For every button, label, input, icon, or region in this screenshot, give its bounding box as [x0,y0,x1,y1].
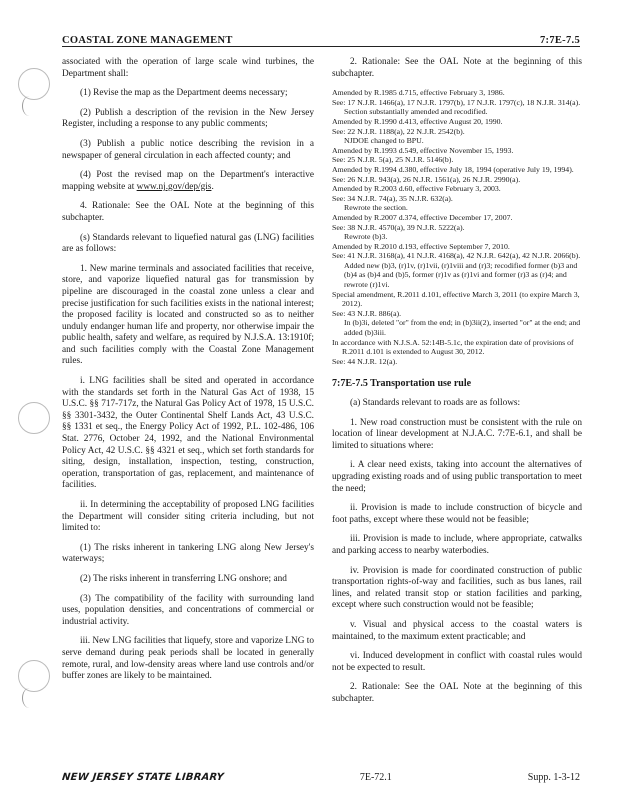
paragraph: associated with the operation of large scale wind turbines, the Department shall: [62,57,314,79]
margin-mark [22,96,37,116]
library-stamp: NEW JERSEY STATE LIBRARY [61,772,225,783]
running-header [62,30,580,47]
page-footer [62,772,580,783]
history-note: Amended by R.1990 d.413, effective August 20, 1990. [332,116,503,126]
history-note: In accordance with N.J.S.A. 52:14B-5.1c, the expiration date of provisions of R.2011 d.101 is extended to August 30, 2012. [332,337,574,357]
paragraph: (3) Publish a public notice describing the revision in a newspaper of general circulation in each affected county; and [62,138,314,161]
punch-hole-mark [18,660,50,692]
right-column [332,57,582,713]
paragraph: 2. Rationale: See the OAL Note at the beginning of this subchapter. [332,57,582,79]
history-note: See: 17 N.J.R. 1466(a), 17 N.J.R. 1797(b), 17 N.J.R. 1797(c), 18 N.J.R. 314(a). [332,97,581,107]
history-note: See: 34 N.J.R. 74(a), 35 N.J.R. 632(a). [332,193,453,203]
section-heading: 7:7E-7.5 Transportation use rule [332,378,472,390]
history-note: See: 43 N.J.R. 886(a). [332,308,402,318]
paragraph: (1) Revise the map as the Department deems necessary; [80,88,288,99]
paragraph: iii. Provision is made to include, where appropriate, catwalks and parking access to nearby waterbodies. [332,534,582,556]
history-note: See: 22 N.J.R. 1188(a), 22 N.J.R. 2542(b). [332,126,465,136]
left-column [62,57,314,691]
history-note: Amended by R.2003 d.60, effective February 3, 2003. [332,184,501,194]
history-note: Amended by R.1993 d.549, effective November 15, 1993. [332,145,514,155]
paragraph: ii. In determining the acceptability of proposed LNG facilities the Department will consider siting criteria including, but not limited to: [62,500,314,534]
history-note: See: 25 N.J.R. 5(a), 25 N.J.R. 5146(b). [332,155,454,165]
paragraph: 1. New road construction must be consistent with the rule on location of linear development at N.J.A.C. 7:7E-6.1, and shall be limited to situations where: [332,417,582,451]
header-title: COASTAL ZONE MANAGEMENT [62,35,233,46]
history-note: Rewrote the section. [344,203,408,213]
history-note: NJDOE changed to BPU. [344,136,424,146]
paragraph: (1) The risks inherent in tankering LNG along New Jersey's waterways; [62,542,314,565]
header-section: 7:7E-7.5 [539,35,580,46]
history-note: See: 44 N.J.R. 12(a). [332,356,398,366]
paragraph: vi. Induced development in conflict with coastal rules would not be expected to result. [332,651,582,673]
history-note: In (b)3i, deleted "or" from the end; in (b)3ii(2), inserted "or" at the end; and added (b)3iii. [344,318,581,338]
history-note: Section substantially amended and recodified. [344,107,488,117]
history-note: Added new (b)3, (r)1v, (r)1vii, (r)1viii and (r)3; recodified former (b)3 and (b)4 as (b)4 and (b)5, former (r)1v as (r)1vi and former (r)3 as (r)4; and rewrote (r)1vi. [344,260,578,290]
history-note: See: 26 N.J.R. 943(a), 26 N.J.R. 1561(a), 26 N.J.R. 2990(a). [332,174,521,184]
history-notes [332,88,582,366]
history-note: See: 41 N.J.R. 3168(a), 41 N.J.R. 4168(a), 42 N.J.R. 642(a), 42 N.J.R. 2066(b). [332,251,581,261]
paragraph: i. A clear need exists, taking into account the alternatives of upgrading existing roads and of using public transportation to meet the need; [332,460,582,494]
paragraph: (2) Publish a description of the revision in the New Jersey Register, including a response to any public comments; [62,107,314,130]
paragraph: 1. New marine terminals and associated facilities that receive, store, and vaporize liquefied natural gas for transmission by pipeline are discouraged in the coastal zone unless a clear and precise justification for such facilities exists in the national interest; the proposed facility is located and constructed so as to neither unduly endanger human life and property, nor otherwise impair the public health, safety and welfare, as required by N.J.S.A. 13:1910f; and such facilities comply with the Coastal Zone Management rules. [62,263,314,367]
history-note: Amended by R.1985 d.715, effective February 3, 1986. [332,88,505,98]
history-note: See: 38 N.J.R. 4570(a), 39 N.J.R. 5222(a). [332,222,465,232]
paragraph: iv. Provision is made for coordinated construction of public transportation rights-of-way and facilities, such as bus lanes, rail lines, and related transit stop or station facilities and parking, except where such construction would not be feasible; [332,565,582,611]
paragraph: i. LNG facilities shall be sited and operated in accordance with the standards set forth in the Natural Gas Act of 1938, 15 U.S.C. §§ 717-717z, the Natural Gas Policy Act of 1978, 15 U.S.C. §§ 3301-3432, the Outer Continental Shelf Lands Act, 43 U.S.C. §§ 1331 et seq., the Energy Policy Act of 1992, P.L. 102-486, 106 Stat. 2776, October 24, 1992, and the National Environmental Policy Act, 42 U.S.C. §§ 4321 et seq., which set forth standards for siting, design, installation, inspection, testing, construction, operation, transportation of gas, replacement, and maintenance of facilities. [62,376,314,491]
paragraph: v. Visual and physical access to the coastal waters is maintained, to the maximum extent practicable; and [332,619,582,642]
punch-hole-mark [18,68,50,100]
supplement-date: Supp. 1-3-12 [527,772,580,783]
paragraph: 2. Rationale: See the OAL Note at the beginning of this subchapter. [332,682,582,704]
paragraph: 4. Rationale: See the OAL Note at the beginning of this subchapter. [62,201,314,223]
paragraph: ii. Provision is made to include construction of bicycle and foot paths, except where these would not be feasible; [332,503,582,525]
paragraph: (4) Post the revised map on the Department's interactive mapping website at www.nj.gov/dep/gis. [62,170,314,192]
history-note: Amended by R.2007 d.374, effective December 17, 2007. [332,212,513,222]
paragraph: (3) The compatibility of the facility with surrounding land uses, population densities, and concentrations of commercial or industrial activity. [62,593,314,627]
history-note: Rewrote (b)3. [344,232,388,242]
paragraph: (s) Standards relevant to liquefied natural gas (LNG) facilities are as follows: [62,232,314,255]
paragraph: (2) The risks inherent in transferring LNG onshore; and [80,573,287,584]
punch-hole-mark [18,402,50,434]
history-note: Amended by R.1994 d.380, effective July 18, 1994 (operative July 19, 1994). [332,164,574,174]
history-note: Amended by R.2010 d.193, effective September 7, 2010. [332,241,510,251]
page-number: 7E-72.1 [359,772,392,783]
paragraph: iii. New LNG facilities that liquefy, store and vaporize LNG to serve demand during peak periods shall be located in generally remote, rural, and low-density areas where land use controls and/or buffer zones are likely to be maintained. [62,636,314,682]
paragraph: (a) Standards relevant to roads are as follows: [350,398,521,408]
history-note: Special amendment, R.2011 d.101, effective March 3, 2011 (to expire March 3, 2012). [332,289,580,309]
gis-website-link[interactable]: www.nj.gov/dep/gis [136,181,212,192]
margin-mark [22,688,37,708]
